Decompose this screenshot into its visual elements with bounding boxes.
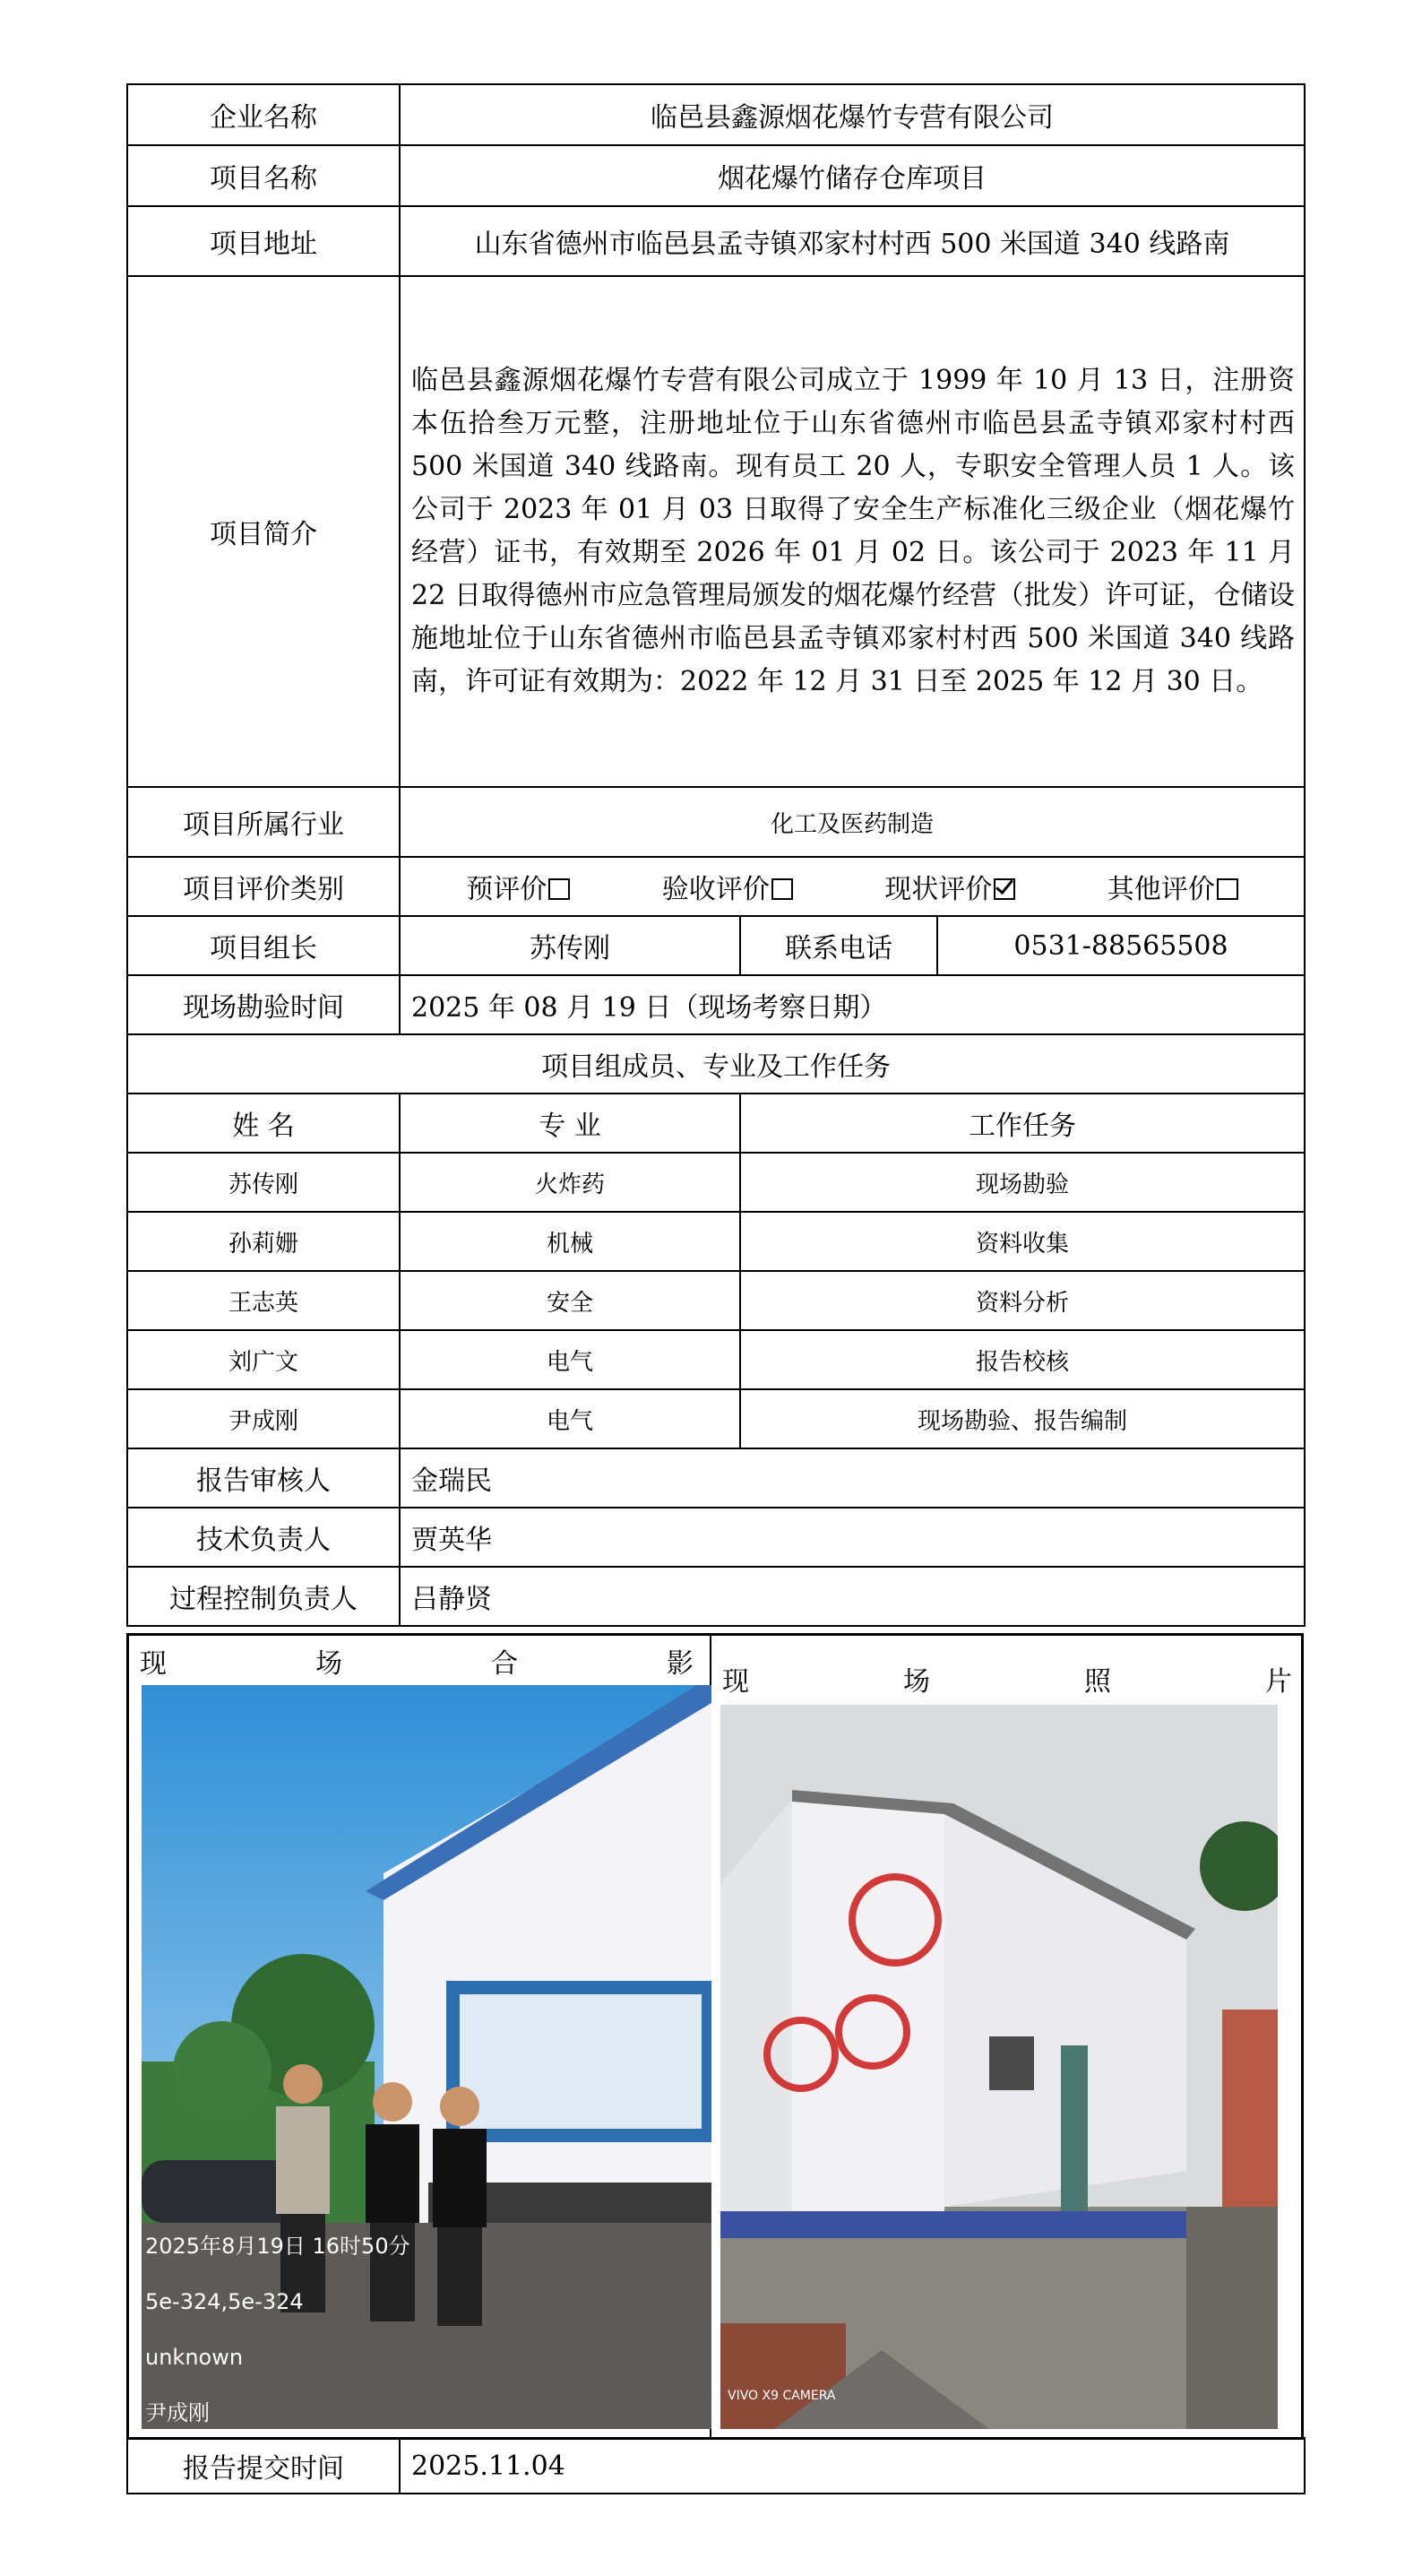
submit-row-wrapper [126, 2437, 1304, 2494]
eval-type-label: 项目评价类别 [127, 857, 400, 916]
row-eval-type [127, 857, 1305, 916]
member-name: 苏传刚 [127, 1153, 400, 1212]
title-char: 合 [491, 1648, 518, 1680]
table-row [127, 1330, 1305, 1389]
member-major: 电气 [400, 1330, 740, 1389]
address-label: 项目地址 [127, 206, 400, 276]
checked-checkbox-icon[interactable] [994, 878, 1015, 900]
member-name: 刘广文 [127, 1330, 400, 1389]
photo-section [126, 1633, 1304, 2440]
site-photo-title [711, 1636, 1301, 1699]
intro-label: 项目简介 [127, 276, 400, 787]
eval-option-other[interactable] [1107, 867, 1238, 906]
member-major: 安全 [400, 1271, 740, 1330]
table-row [127, 1153, 1305, 1212]
row-leader [127, 916, 1305, 975]
team-header: 项目组成员、专业及工作任务 [127, 1034, 1305, 1094]
reviewer-label: 报告审核人 [127, 1448, 400, 1508]
row-team-header [127, 1034, 1305, 1094]
submit-table [126, 2437, 1306, 2494]
row-address [127, 206, 1305, 276]
table-row [127, 1271, 1305, 1330]
company-label: 企业名称 [127, 84, 400, 145]
group-photo-panel [129, 1636, 711, 2437]
survey-label: 现场勘验时间 [127, 975, 400, 1034]
eval-option-accept-label: 验收评价 [661, 874, 770, 905]
row-intro [127, 276, 1305, 787]
leader-value: 苏传刚 [400, 916, 740, 975]
row-survey [127, 975, 1305, 1034]
row-company [127, 84, 1305, 145]
process-value: 吕静贤 [400, 1567, 1305, 1626]
team-col-major: 专 业 [400, 1094, 740, 1153]
eval-type-options [400, 857, 1305, 916]
watermark-datetime: 2025年8月19日 16时50分 [145, 2234, 410, 2259]
site-photo-panel [711, 1636, 1301, 2437]
member-task: 资料收集 [740, 1212, 1305, 1271]
team-col-name: 姓 名 [127, 1094, 400, 1153]
watermark-location: unknown [145, 2345, 244, 2370]
project-label: 项目名称 [127, 145, 400, 206]
camera-stamp: VIVO X9 CAMERA [728, 2389, 836, 2403]
member-major: 电气 [400, 1389, 740, 1448]
member-major: 机械 [400, 1212, 740, 1271]
title-char: 场 [903, 1666, 930, 1698]
tech-label: 技术负责人 [127, 1508, 400, 1567]
checkbox-icon[interactable] [1217, 878, 1238, 900]
member-major: 火炸药 [400, 1153, 740, 1212]
table-row [127, 1212, 1305, 1271]
title-char: 场 [315, 1648, 342, 1680]
submit-value: 2025.11.04 [400, 2438, 1305, 2494]
project-value: 烟花爆竹储存仓库项目 [400, 145, 1305, 206]
info-table-wrapper [126, 83, 1304, 1627]
watermark-author: 尹成刚 [145, 2400, 210, 2425]
address-value: 山东省德州市临邑县孟寺镇邓家村村西 500 米国道 340 线路南 [400, 206, 1305, 276]
industry-label: 项目所属行业 [127, 787, 400, 857]
title-char: 片 [1265, 1666, 1292, 1698]
title-char: 影 [667, 1648, 694, 1680]
survey-value: 2025 年 08 月 19 日（现场考察日期） [400, 975, 1305, 1034]
site-photo-image [720, 1705, 1278, 2429]
row-industry [127, 787, 1305, 857]
watermark-coords: 5e-324,5e-324 [145, 2289, 304, 2314]
phone-value: 0531-88565508 [937, 916, 1305, 975]
team-col-task: 工作任务 [740, 1094, 1305, 1153]
process-label: 过程控制负责人 [127, 1567, 400, 1626]
member-task: 报告校核 [740, 1330, 1305, 1389]
member-task: 现场勘验、报告编制 [740, 1389, 1305, 1448]
member-name: 孙莉姗 [127, 1212, 400, 1271]
reviewer-value: 金瑞民 [400, 1448, 1305, 1508]
photo-watermark [145, 2218, 410, 2441]
eval-option-pre[interactable] [466, 867, 570, 906]
checkbox-icon[interactable] [548, 878, 570, 900]
phone-label: 联系电话 [740, 916, 937, 975]
row-tech [127, 1508, 1305, 1567]
group-photo-title [129, 1636, 710, 1681]
tech-value: 贾英华 [400, 1508, 1305, 1567]
checkbox-icon[interactable] [771, 878, 793, 900]
row-team-cols [127, 1094, 1305, 1153]
table-row [127, 1389, 1305, 1448]
company-value: 临邑县鑫源烟花爆竹专营有限公司 [400, 84, 1305, 145]
title-char: 照 [1084, 1666, 1111, 1698]
member-task: 资料分析 [740, 1271, 1305, 1330]
leader-label: 项目组长 [127, 916, 400, 975]
row-process [127, 1567, 1305, 1626]
submit-label: 报告提交时间 [127, 2438, 400, 2494]
title-char: 现 [722, 1666, 749, 1698]
member-name: 尹成刚 [127, 1389, 400, 1448]
row-submit [127, 2438, 1305, 2494]
row-project [127, 145, 1305, 206]
industry-value: 化工及医药制造 [400, 787, 1305, 857]
eval-option-accept[interactable] [662, 867, 793, 906]
eval-option-current[interactable] [884, 867, 1015, 906]
member-name: 王志英 [127, 1271, 400, 1330]
member-task: 现场勘验 [740, 1153, 1305, 1212]
eval-option-pre-label: 预评价 [466, 874, 547, 905]
eval-option-other-label: 其他评价 [1107, 874, 1215, 905]
info-table [126, 83, 1306, 1627]
row-reviewer [127, 1448, 1305, 1508]
intro-value: 临邑县鑫源烟花爆竹专营有限公司成立于 1999 年 10 月 13 日，注册资本伍拾叁万元整，注册地址位于山东省德州市临邑县孟寺镇邓家村村西 500 米国道 340 线路南。现有员工 20 人，专职安全管理人员 1 人。该公司于 2023 年 01 月 03 日取得了安全生产标准化三级企业（烟花爆竹经营）证书，有效期至 2026 年 01 月 02 日。该公司于 2023 年 11 月 22 日取得德州市应急管理局颁发的烟花爆竹经营（批发）许可证，仓储设施地址位于山东省德州市临邑县孟寺镇邓家村村西 500 米国道 340 线路南，许可证有效期为：2022 年 12 月 31 日至 2025 年 12 月 30 日。 [400, 276, 1305, 787]
title-char: 现 [140, 1648, 167, 1680]
eval-option-current-label: 现状评价 [884, 874, 993, 905]
